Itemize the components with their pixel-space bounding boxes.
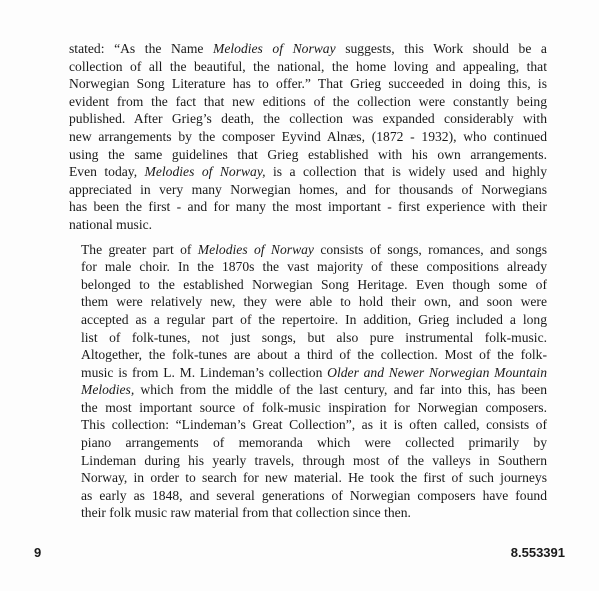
text-run: using the same guidelines that Grieg established with his own arrangements. [69,146,547,162]
text-run: piano arrangements of memoranda which were collected primarily by [81,435,547,451]
text-run: consists of songs, romances, and songs [313,241,547,257]
text-line [69,469,547,487]
text-line [69,181,547,199]
text-run: appreciated in very many Norwegian homes, and for thousands of Norwegians [69,181,547,197]
text-run: collection of all the beautiful, the national, the home loving and appealing, that [69,58,547,74]
text-line [69,58,547,76]
text-line [69,146,547,164]
text-run: Norwegian Song Literature has to offer.” That Grieg succeeded in doing this, is [69,76,547,92]
text-line [69,381,547,399]
text-line [69,416,547,434]
text-run: national music. [69,216,153,232]
text-line [69,93,547,111]
italic-title: Melodies, [81,382,135,398]
text-run: stated: “As the Name [69,41,214,56]
text-line [69,40,547,58]
text-line [69,258,547,276]
text-line [69,276,547,294]
catalog-number: 8.553391 [510,545,565,560]
text-line [69,198,547,216]
text-line [69,329,547,347]
text-run: has been the first - and for many the most important - first experience with their [69,199,547,215]
text-line [69,75,547,93]
italic-title: Melodies of Norway [197,241,314,257]
italic-title: Melodies of Norway [213,41,336,56]
text-run: their folk music raw material from that collection since then. [81,505,411,521]
text-run: Lindeman during his yearly travels, through most of the valleys in Southern [81,452,547,468]
text-run: accepted as a regular part of the repertoire. In addition, Grieg included a long [81,311,547,327]
text-line [69,399,547,417]
italic-title: Melodies of Norway, [144,164,266,180]
text-line [69,346,547,364]
text-run: is a collection that is widely used and highly [265,164,547,180]
text-run: music is from L. M. Lindeman’s collection [81,364,328,380]
text-run: new arrangements by the composer Eyvind Alnæs, (1872 - 1932), who continued [69,128,547,144]
text-line [69,434,547,452]
text-line [69,241,547,259]
text-line [69,504,547,522]
text-run: published. After Grieg’s death, the collection was expanded considerably with [69,111,547,127]
text-line [69,364,547,382]
text-run: Norway, in order to search for new material. He took the first of such journeys [81,470,547,486]
text-run: for male choir. In the 1870s the vast majority of these compositions already [81,259,547,275]
text-run: the most important source of folk-music inspiration for Norwegian composers. [81,399,547,415]
paragraph-2 [69,241,547,523]
text-run: The greater part of [81,241,198,257]
text-line [69,311,547,329]
body-text [69,40,547,522]
text-line [69,216,547,234]
text-run: evident from the fact that new editions of the collection were constantly being [69,93,547,109]
text-line [69,128,547,146]
text-line [69,452,547,470]
text-line [69,163,547,181]
paragraph-1 [69,40,547,234]
text-run: list of folk-tunes, not just songs, but also pure instrumental folk-music. [81,329,547,345]
text-run: Even today, [69,164,145,180]
page-number: 9 [34,545,42,560]
text-run: them were relatively new, they were able to hold their own, and soon were [81,294,547,310]
text-run: belonged to the established Norwegian Song Heritage. Even though some of [81,276,547,292]
italic-title: Older and Newer Norwegian Mountain [327,364,547,380]
text-run: as early as 1848, and several generations of Norwegian composers have found [81,487,547,503]
text-line [69,487,547,505]
text-line [69,110,547,128]
text-run: Altogether, the folk-tunes are about a third of the collection. Most of the folk- [81,347,547,363]
text-run: This collection: “Lindeman’s Great Collection”, as it is often called, consists of [81,417,547,433]
text-run: suggests, this Work should be a [335,41,547,56]
text-run: which from the middle of the last century, and far into this, has been [134,382,547,398]
text-line [69,293,547,311]
